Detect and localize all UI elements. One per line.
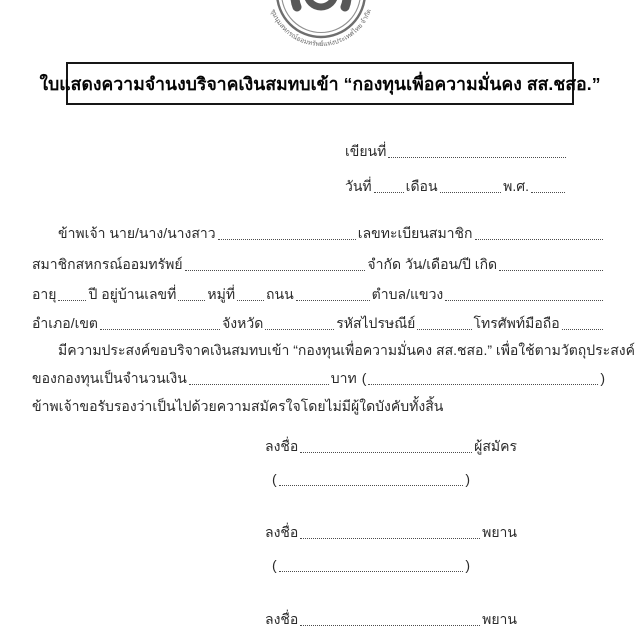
sign-label: ลงชื่อ [265, 438, 299, 454]
signature-row-witness-2 [265, 610, 517, 629]
mobile-blank [562, 329, 603, 330]
limited-dob-label: จำกัด วัน/เดือน/ปี เกิด [367, 256, 498, 272]
signature-row-witness-1 [265, 523, 517, 542]
district-blank [100, 329, 220, 330]
postcode-blank [417, 329, 471, 330]
applicant-prefix-label: ข้าพเจ้า นาย/นาง/นางสาว [58, 225, 216, 241]
paren-open: ( [272, 557, 277, 573]
printed-name-blank-applicant [279, 485, 464, 486]
signature-row-applicant [265, 437, 517, 456]
district-label: อำเภอ/เขต [32, 315, 99, 331]
age-blank [58, 300, 86, 301]
member-number-label: เลขทะเบียนสมาชิก [357, 225, 473, 241]
birthdate-blank [499, 270, 603, 271]
baht-label: บาท [330, 370, 357, 386]
paren-close: ) [465, 471, 470, 487]
subdistrict-blank [445, 300, 603, 301]
year-label: พ.ศ. [503, 178, 529, 194]
age-label: อายุ [32, 286, 57, 302]
declaration-line: ข้าพเจ้าขอรับรองว่าเป็นไปด้วยความสมัครใจโดยไม่มีผู้ใดบังคับทั้งสิ้น [32, 398, 444, 414]
applicant-name-blank [218, 239, 356, 240]
signature-blank-witness-1 [300, 538, 480, 539]
day-label: วันที่ [345, 178, 372, 194]
day-blank [374, 192, 404, 193]
road-label: ถนน [266, 286, 294, 302]
province-blank [265, 329, 334, 330]
sign-label: ลงชื่อ [265, 524, 299, 540]
month-label: เดือน [405, 178, 438, 194]
moo-label: หมู่ที่ [207, 286, 236, 302]
postcode-label: รหัสไปรษณีย์ [336, 315, 416, 331]
amount-paren-close: ) [600, 370, 605, 386]
printed-name-blank-witness-1 [279, 571, 464, 572]
cooperative-name-blank [185, 270, 366, 271]
paren-close: ) [465, 557, 470, 573]
cooperative-row [32, 255, 605, 274]
statement-line-1: มีความประสงค์ขอบริจาคเงินสมทบเข้า “กองทุนเพื่อความมั่นคง สส.ชสอ.” เพื่อใช้ตามวัตถุประสงค์ [58, 342, 635, 358]
year-blank [531, 192, 565, 193]
name-paren-row-witness-1 [272, 556, 470, 575]
amount-prefix-label: ของกองทุนเป็นจำนวนเงิน [32, 370, 187, 386]
road-blank [296, 300, 370, 301]
amount-paren-open: ( [361, 370, 367, 386]
name-paren-row-applicant [272, 470, 470, 489]
signature-blank-witness-2 [300, 625, 480, 626]
signature-blank-applicant [300, 452, 472, 453]
date-row [345, 177, 567, 196]
amount-row [32, 369, 605, 388]
written-at-row [345, 142, 568, 161]
applicant-name-row [58, 224, 605, 243]
signer-role-witness-1: พยาน [482, 524, 517, 540]
house-number-blank [178, 300, 205, 301]
amount-words-blank [368, 384, 598, 385]
organization-seal-logo [259, 0, 383, 65]
svg-text:ชุมนุมสหกรณ์ออมทรัพย์แห่งประเท [269, 8, 373, 48]
seal-caption: ชุมนุมสหกรณ์ออมทรัพย์แห่งประเทศไทย จำกัด [268, 8, 374, 49]
house-number-label: ปี อยู่บ้านเลขที่ [88, 286, 177, 302]
subdistrict-label: ตำบล/แขวง [371, 286, 444, 302]
cooperative-label: สมาชิกสหกรณ์ออมทรัพย์ [32, 256, 183, 272]
written-at-label: เขียนที่ [345, 143, 387, 159]
seal-emblem-inner-arc [307, 0, 335, 7]
moo-blank [237, 300, 264, 301]
signer-role-applicant: ผู้สมัคร [474, 438, 517, 454]
written-at-blank [388, 157, 566, 158]
mobile-label: โทรศัพท์มือถือ [473, 315, 560, 331]
address-row-2 [32, 314, 605, 333]
member-number-blank [475, 239, 603, 240]
month-blank [440, 192, 502, 193]
province-label: จังหวัด [222, 315, 264, 331]
form-title-box [39, 62, 601, 105]
amount-number-blank [189, 384, 329, 385]
address-row-1 [32, 285, 605, 304]
paren-open: ( [272, 471, 277, 487]
signer-role-witness-2: พยาน [482, 611, 517, 627]
form-title: ใบแสดงความจำนงบริจาคเงินสมทบเข้า “กองทุนเพื่อความมั่นคง สส.ชสอ.” [39, 73, 601, 94]
sign-label: ลงชื่อ [265, 611, 299, 627]
